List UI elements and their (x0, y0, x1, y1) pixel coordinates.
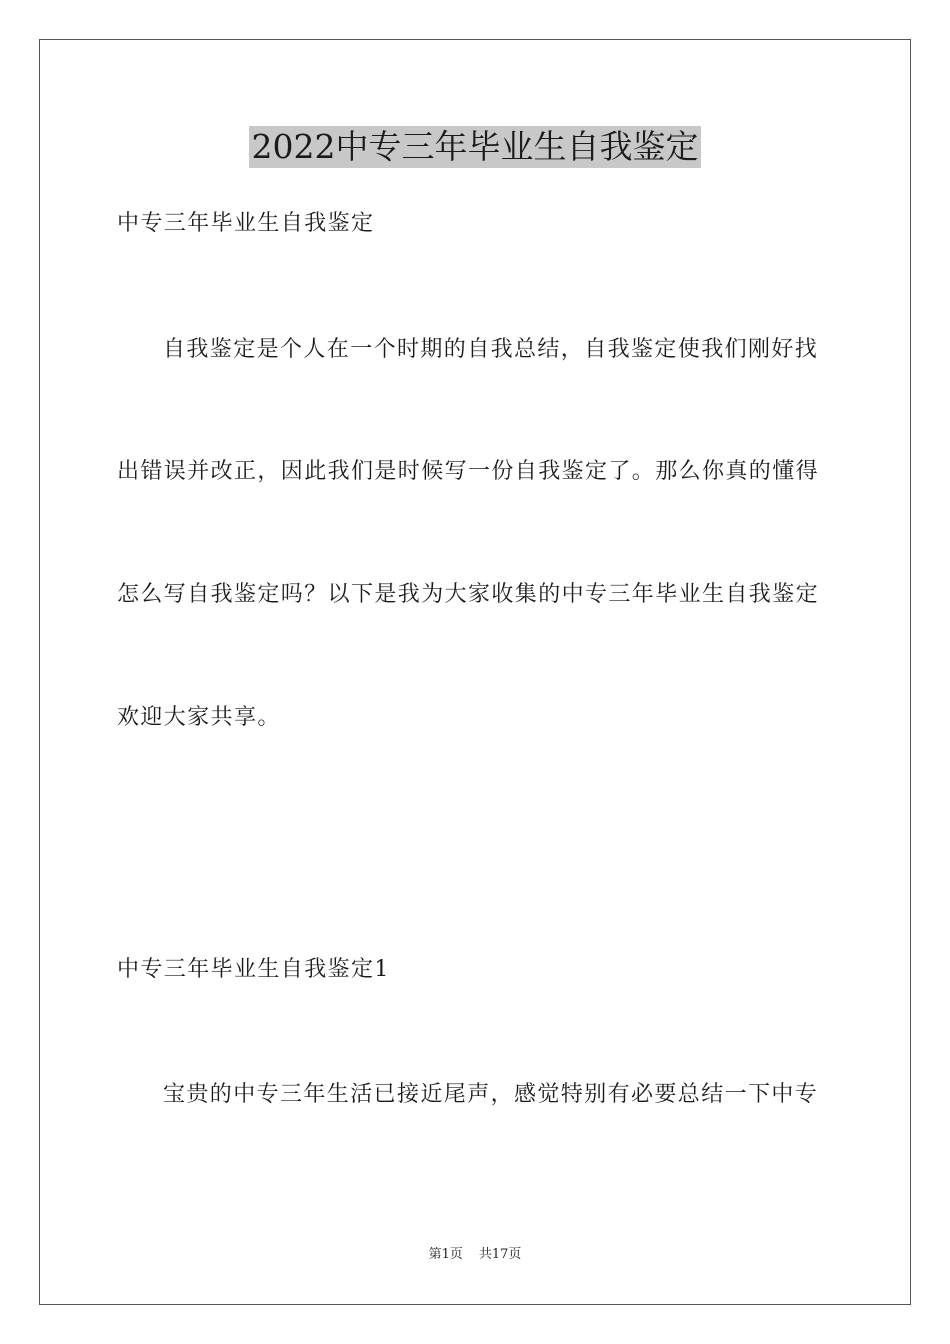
document-title (0, 126, 950, 168)
page-footer (0, 1246, 950, 1264)
document-title-text: 2022中专三年毕业生自我鉴定 (249, 126, 702, 168)
document-subtitle: 中专三年毕业生自我鉴定 (117, 211, 375, 236)
page-number: 第1页 (428, 1247, 463, 1262)
paragraph-line: 宝贵的中专三年生活已接近尾声，感觉特别有必要总结一下中专 (163, 1082, 819, 1107)
section-heading: 中专三年毕业生自我鉴定1 (117, 957, 390, 982)
paragraph-line: 怎么写自我鉴定吗？以下是我为大家收集的中专三年毕业生自我鉴定 (117, 582, 820, 607)
paragraph-line: 自我鉴定是个人在一个时期的自我总结，自我鉴定使我们刚好找 (163, 337, 819, 362)
paragraph-line: 出错误并改正，因此我们是时候写一份自我鉴定了。那么你真的懂得 (117, 459, 820, 484)
paragraph-line: 欢迎大家共享。 (117, 705, 281, 730)
page-total: 共17页 (478, 1247, 522, 1262)
